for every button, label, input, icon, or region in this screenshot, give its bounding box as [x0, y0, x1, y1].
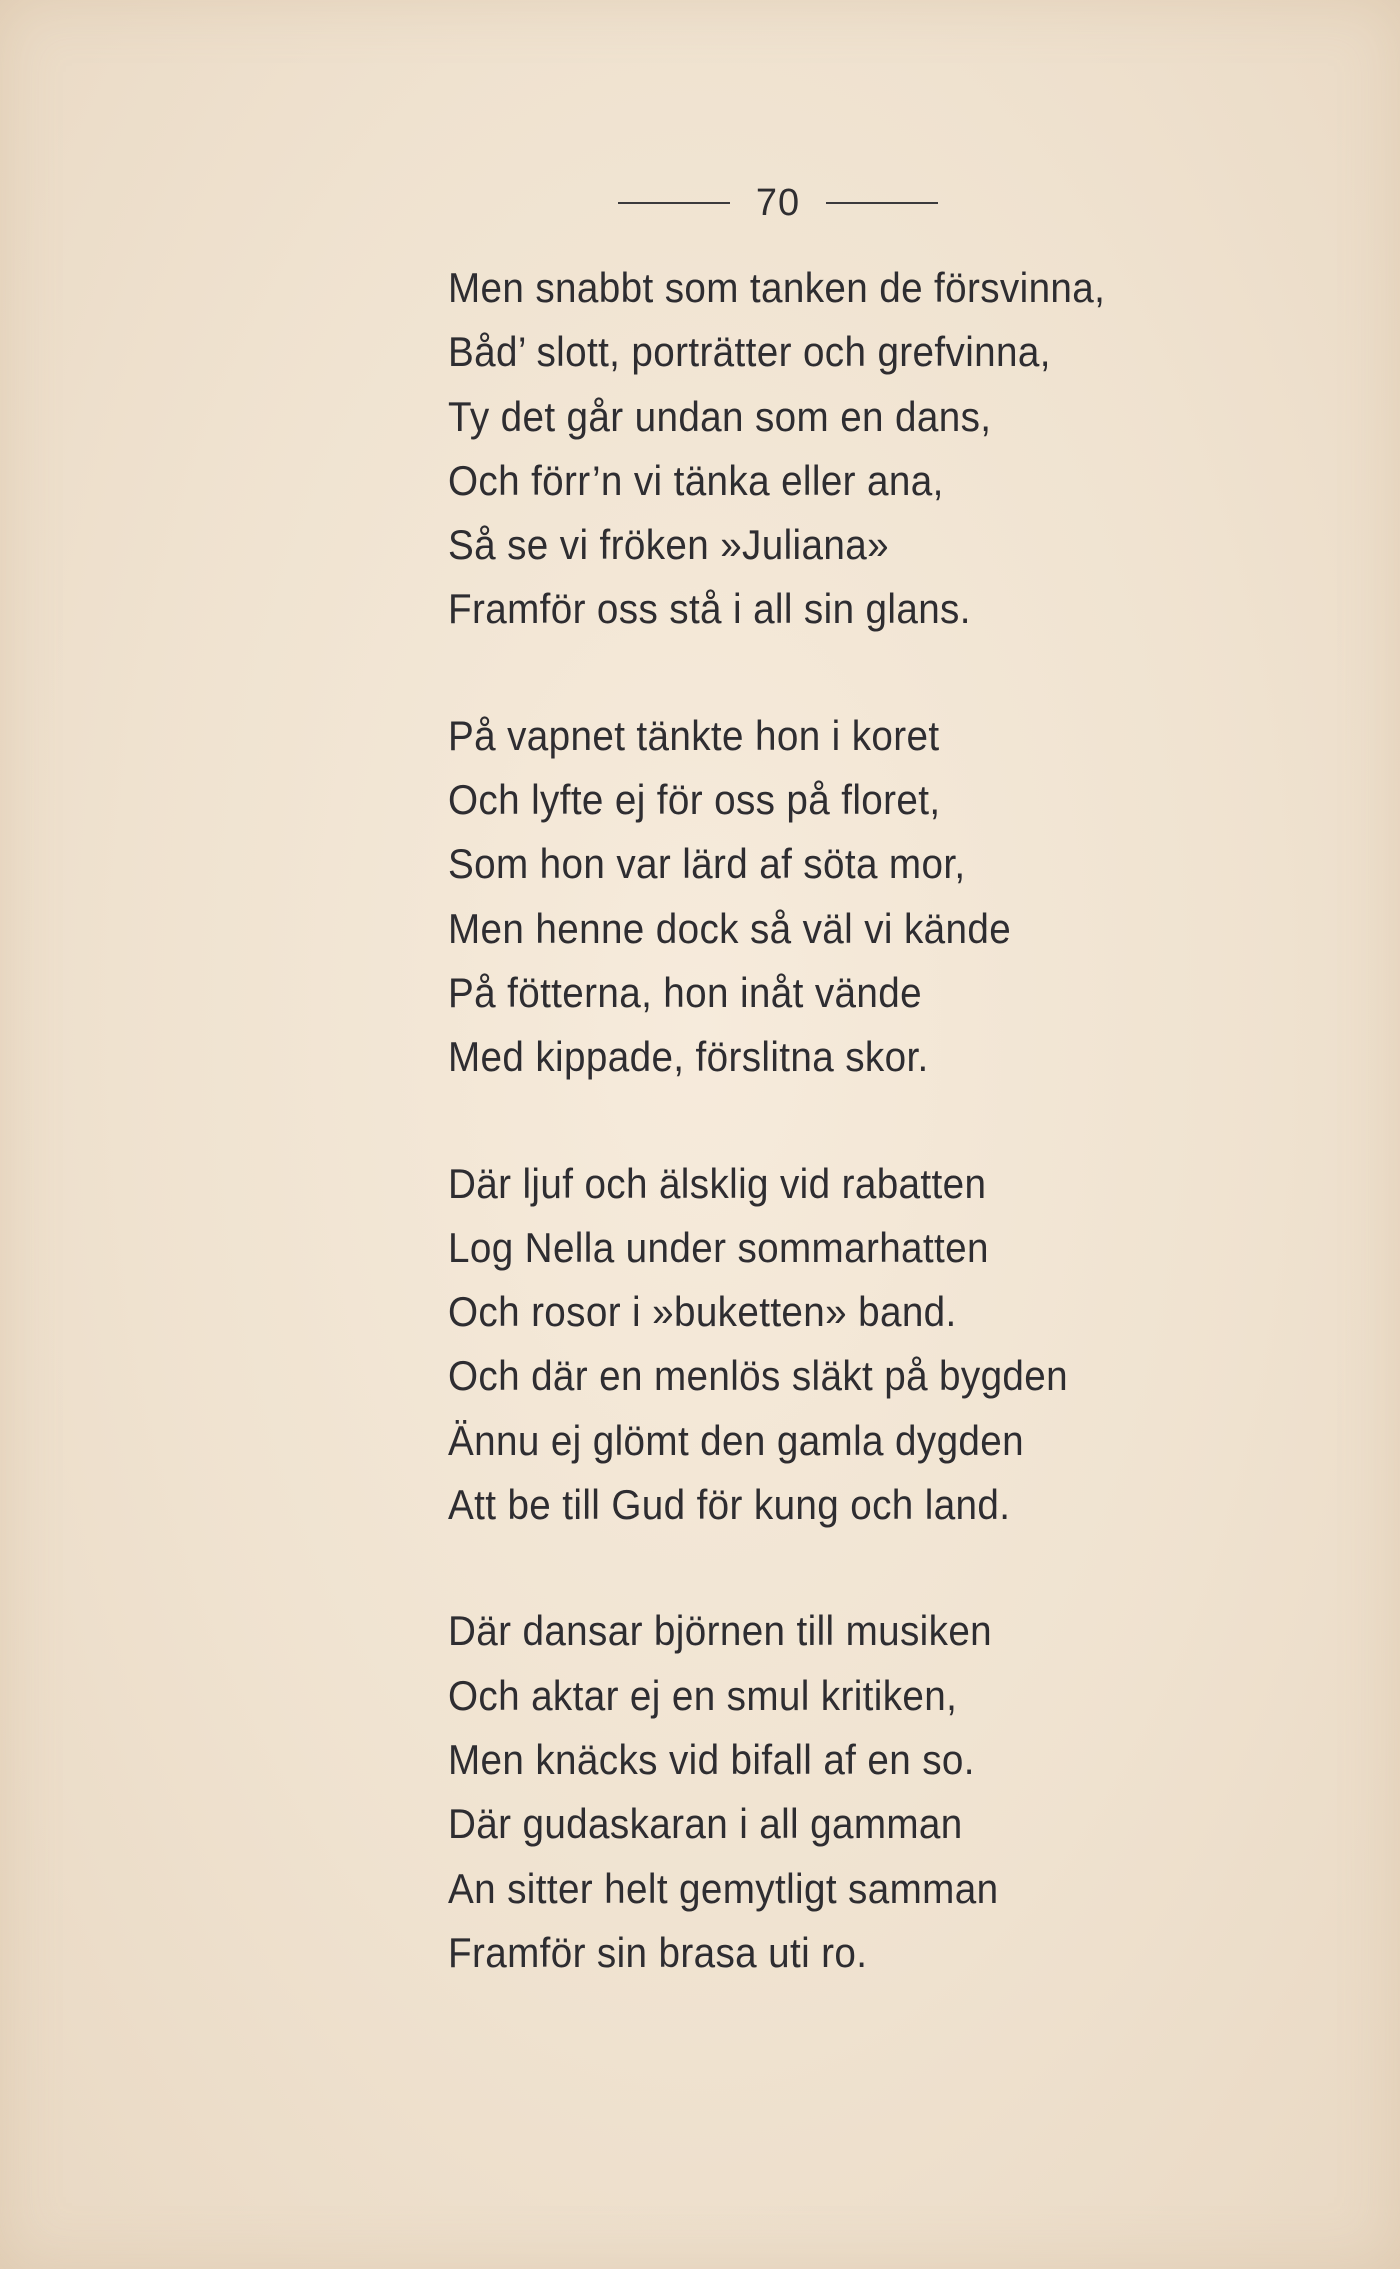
poem-line: Framför oss stå i all sin glans.: [448, 585, 971, 633]
poem-line: Men knäcks vid bifall af en so.: [448, 1735, 975, 1783]
poem-line: Framför sin brasa uti ro.: [448, 1928, 868, 1976]
page-number: 70: [755, 182, 801, 224]
poem: [448, 256, 1348, 1985]
poem-line: Där dansar björnen till musiken: [448, 1607, 993, 1655]
poem-line: Som hon var lärd af söta mor,: [448, 840, 966, 888]
poem-line: Och förr’n vi tänka eller ana,: [448, 456, 944, 504]
poem-line: Att be till Gud för kung och land.: [448, 1481, 1011, 1529]
poem-line: An sitter helt gemytligt samman: [448, 1864, 999, 1912]
poem-line: Båd’ slott, porträtter och grefvinna,: [448, 328, 1051, 376]
poem-line: Men snabbt som tanken de försvinna,: [448, 264, 1106, 311]
poem-line: Och där en menlös släkt på bygden: [448, 1352, 1069, 1400]
header-rule-left: [618, 202, 730, 204]
poem-line: Där ljuf och älsklig vid rabatten: [448, 1159, 987, 1207]
stanza-3: [448, 1152, 1348, 1538]
header-rule-right: [826, 202, 938, 204]
poem-line: På fötterna, hon inåt vände: [448, 968, 922, 1016]
page-header: [78, 180, 1400, 226]
poem-line: Log Nella under sommarhatten: [448, 1223, 989, 1271]
stanza-2: [448, 704, 1348, 1090]
poem-line: Där gudaskaran i all gamman: [448, 1800, 963, 1848]
stanza-1: [448, 256, 1348, 642]
poem-line: På vapnet tänkte hon i koret: [448, 711, 940, 759]
poem-line: Men henne dock så väl vi kände: [448, 904, 1012, 952]
stanza-4: [448, 1599, 1348, 1985]
poem-line: Och aktar ej en smul kritiken,: [448, 1671, 958, 1719]
poem-line: Och rosor i »buketten» band.: [448, 1288, 957, 1336]
poem-line: Och lyfte ej för oss på floret,: [448, 776, 941, 824]
poem-line: Så se vi fröken »Juliana»: [448, 521, 889, 569]
poem-line: Ty det går undan som en dans,: [448, 392, 992, 440]
poem-line: Med kippade, förslitna skor.: [448, 1033, 929, 1081]
poem-line: Ännu ej glömt den gamla dygden: [448, 1416, 1025, 1464]
